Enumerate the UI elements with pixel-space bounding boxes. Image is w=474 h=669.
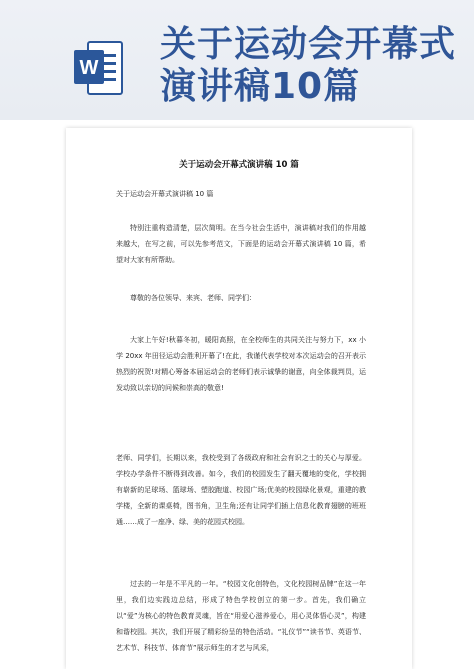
paragraph-review: 过去的一年是不平凡的一年。“校园文化创特色，文化校园树品牌”在这一年里，我们边实践边总结，形成了特色学校创立的第一步。首先，我们确立以“爱”为核心的特色教育灵魂，旨在“用爱心滋养爱心，用心灵体悟心灵”，构建和谐校园。其次，我们开展了精彩纷呈的特色活动。“礼仪节”“读书节、英语节、艺术节、科技节、体育节”展示师生的才艺与风采， — [116, 580, 366, 652]
document-page — [66, 128, 412, 669]
banner — [0, 0, 474, 120]
page-title — [160, 24, 456, 108]
paragraph-greeting: 尊敬的各位领导、来宾、老师、同学们： — [130, 294, 256, 302]
svg-text:W: W — [79, 57, 99, 79]
paragraph-campus: 老师、同学们，长期以来，我校受到了各级政府和社会有识之士的关心与厚爱。学校办学条件不断得到改善。如今，我们的校园发生了翻天覆地的变化，学校拥有崭新的足球场、篮球场、塑胶跑道、校园广场;优美的校园绿化景观，重建的教学楼，全新的课桌椅，图书角，卫生角;还有让同学们插上信息化教育翅膀的班班通……成了一座净、绿、美的花园式校园。 — [116, 454, 366, 526]
paragraph-opening: 大家上午好!秋暮冬初，暖阳高照，在全校师生的共同关注与努力下，xx 小学 20xx 年田径运动会胜利开幕了!在此，我谨代表学校对本次运动会的召开表示热烈的祝贺!对精心筹备本届运动会的老师们表示诚挚的谢意，向全体裁判员，运发动致以亲切的问候和崇高的敬意! — [116, 336, 366, 392]
title-line-1: 关于运动会开幕式 — [160, 24, 457, 65]
paragraph-intro: 特别注重构造清楚，层次简明。在当今社会生活中，演讲稿对我们的作用越来越大，在写之前，可以先参考范文，下面是的运动会开幕式演讲稿 10 篇，希望对大家有所帮助。 — [116, 224, 366, 264]
title-line-2: 演讲稿10篇 — [160, 66, 361, 107]
document-title: 关于运动会开幕式演讲稿 10 篇 — [179, 160, 299, 170]
paragraph-heading: 关于运动会开幕式演讲稿 10 篇 — [116, 190, 214, 198]
word-document-icon — [72, 40, 124, 96]
